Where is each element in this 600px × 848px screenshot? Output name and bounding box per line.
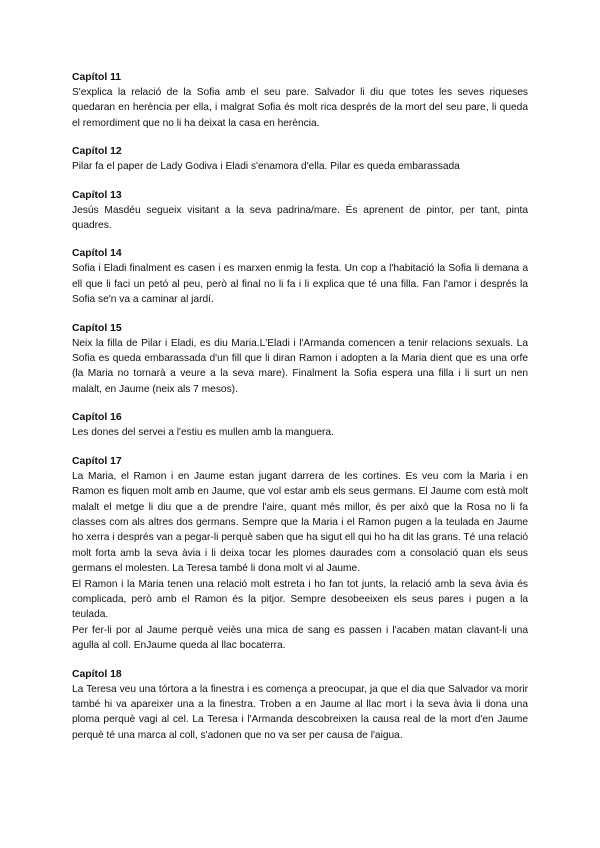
chapter-title: Capítol 11 — [72, 72, 122, 83]
chapter-16 — [72, 410, 528, 440]
chapter-18 — [72, 667, 528, 744]
chapter-paragraph: Neix la filla de Pilar i Eladi, es diu Maria.L'Eladi i l'Armanda comencen a tenir relacions sexuals. La Sofia es queda embarassada d'un fill que li diran Ramon i adopten a la Maria dient que es una orfe (la Maria no tornarà a veure a la seva mare). Finalment la Sofia espera una filla i li surt un nen malalt, en Jaume (neix als 7 mesos). — [72, 337, 528, 395]
chapter-11 — [72, 70, 528, 131]
chapter-title: Capítol 16 — [72, 412, 122, 424]
chapter-12 — [72, 144, 528, 174]
chapter-paragraph: La Teresa veu una tórtora a la finestra i es comença a preocupar, ja que el dia que Salvador va morir també hi va apareixer una a la finestra. Troben a en Jaume al llac mort i la seva àvia li dona una ploma perquè vagi al cel. La Teresa i l'Armanda descobreixen la causa real de la mort d'en Jaume perquè té una marca al coll, s'adonen que no va ser per causa de l'aigua. — [72, 683, 528, 741]
document-page — [72, 70, 528, 756]
chapter-15 — [72, 321, 528, 398]
chapter-13 — [72, 188, 528, 234]
chapter-title: Capítol 17 — [72, 455, 122, 467]
chapter-title: Capítol 14 — [72, 248, 122, 260]
chapter-paragraph: Jesús Masdéu segueix visitant a la seva padrina/mare. És aprenent de pintor, per tant, pinta quadres. — [72, 204, 528, 232]
chapter-17 — [72, 454, 528, 654]
chapter-paragraph: El Ramon i la Maria tenen una relació molt estreta i ho fan tot junts, la relació amb la seva àvia és complicada, però amb el Ramon és la pitjor. Sempre desobeeixen els seus pares i pugen a la teulada. — [72, 578, 528, 621]
chapter-14 — [72, 246, 528, 307]
chapter-paragraph: Sofia i Eladi finalment es casen i es marxen enmig la festa. Un cop a l'habitació la Sofia li demana a ell que li faci un petó al peu, però al final no li fa i li explica que té una filla. Fan l'amor i després la Sofia se'n va a caminar al jardí. — [72, 263, 528, 306]
chapter-title: Capítol 13 — [72, 189, 122, 201]
chapter-paragraph: Les dones del servei a l'estiu es mullen amb la manguera. — [72, 427, 334, 439]
chapter-title: Capítol 18 — [72, 668, 122, 680]
chapter-title: Capítol 12 — [72, 146, 122, 158]
chapter-paragraph: Per fer-li por al Jaume perquè veiès una mica de sang es passen i l'acaben matan clavant-li una agulla al coll. EnJaume queda al llac bocaterra. — [72, 624, 528, 652]
chapter-title: Capítol 15 — [72, 322, 122, 334]
chapter-paragraph: S'explica la relació de la Sofia amb el seu pare. Salvador li diu que totes les seves riqueses quedaran en herència per ella, i malgrat Sofia és molt rica després de la mort del seu pare, li queda el remordiment que no li ha deixat la casa en herència. — [72, 87, 528, 129]
chapter-paragraph: La Maria, el Ramon i en Jaume estan jugant darrera de les cortines. Es veu com la Maria i en Ramon es fiquen molt amb en Jaume, que vol estar amb els seus germans. El Jaume com està molt malalt el metge li diu que a de prendre l'aire, quant més millor, és per això que la Rosa no li fa classes com als altres dos germans. Sempre que la Maria i el Ramon pugen a la teulada en Jaume ho xerra i després van a pegar-li perquè saben que ha sigut ell qui ho ha dit las grans. Té una relació molt forta amb la seva àvia i li deixa tocar les plomes daurades com a consolació quan els seus germans el molesten. La Teresa també li dona molt vi al Jaume. — [72, 470, 528, 575]
chapter-paragraph: Pilar fa el paper de Lady Godiva i Eladi s'enamora d'ella. Pilar es queda embarassada — [72, 161, 460, 173]
